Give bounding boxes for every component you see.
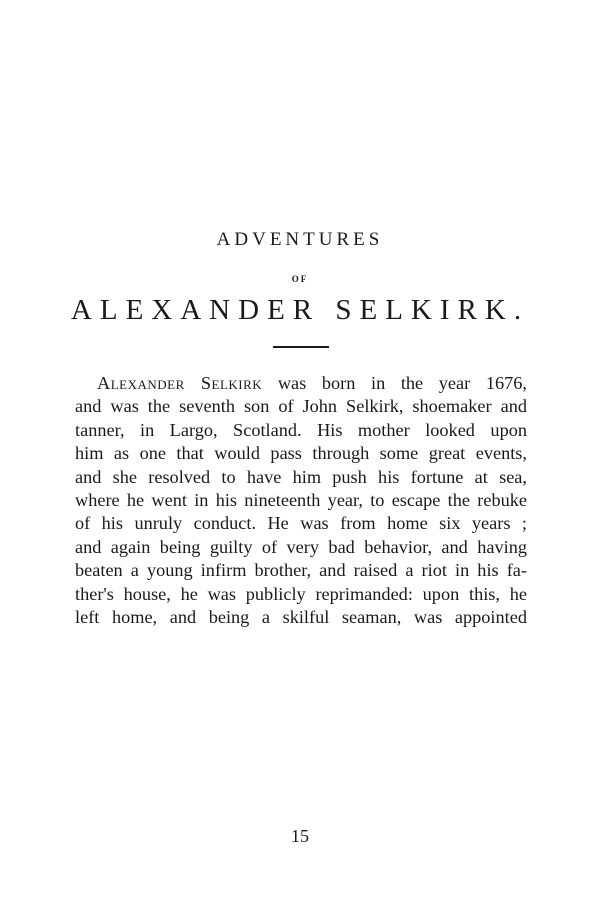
heading-title: ALEXANDER SELKIRK.	[70, 294, 530, 326]
paragraph-line: ther's house, he was publicly reprimanded: upon this, he	[75, 583, 527, 604]
page-number: 15	[291, 826, 309, 846]
line-text: was born in the year 1676,	[262, 373, 527, 393]
heading-adventures: ADVENTURES	[216, 229, 384, 250]
paragraph-line: of his unruly conduct. He was from home six years ;	[75, 513, 527, 534]
paragraph-line: beaten a young infirm brother, and raised a riot in his fa-	[75, 560, 527, 581]
paragraph-line	[75, 372, 527, 395]
heading-of: OF	[291, 274, 309, 284]
paragraph-line: him as one that would pass through some great events,	[75, 443, 527, 464]
paragraph-line: and she resolved to have him push his fortune at sea,	[75, 466, 527, 487]
paragraph-line: and was the seventh son of John Selkirk, shoemaker and	[75, 396, 527, 417]
body-paragraph	[75, 372, 527, 629]
paragraph-line: and again being guilty of very bad behavior, and having	[75, 536, 527, 557]
paragraph-line: left home, and being a skilful seaman, was appointed	[75, 607, 527, 628]
lead-name: Alexander Selkirk	[97, 373, 263, 393]
title-rule	[273, 346, 329, 348]
paragraph-line: where he went in his nineteenth year, to escape the rebuke	[75, 490, 527, 511]
paragraph-line: tanner, in Largo, Scotland. His mother looked upon	[75, 419, 527, 440]
